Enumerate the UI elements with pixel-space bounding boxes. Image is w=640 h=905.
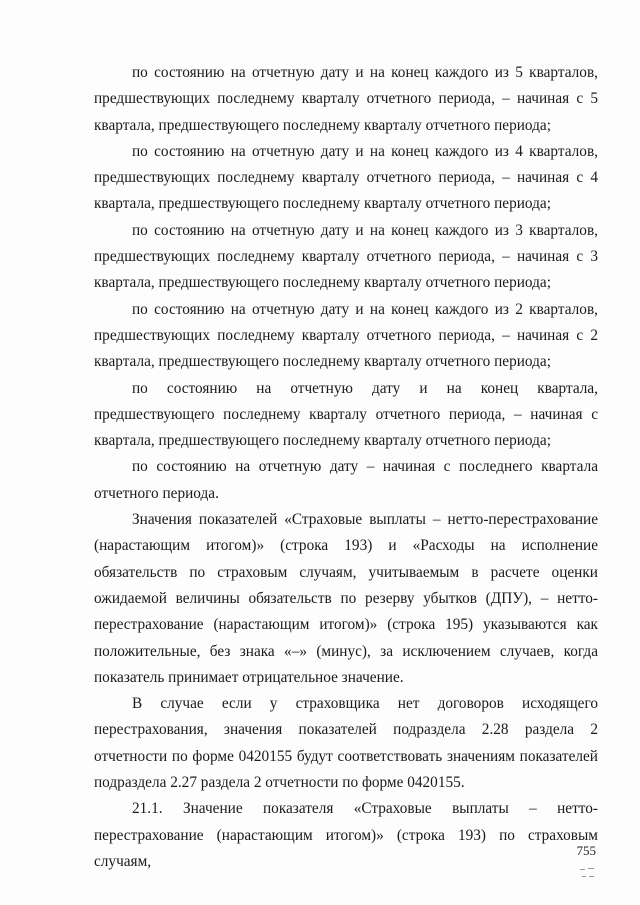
page-number: 755 xyxy=(576,843,596,858)
document-body xyxy=(94,60,598,875)
paragraph-quarter-3: по состоянию на отчетную дату и на конец каждого из 3 кварталов, предшествующих последнему кварталу отчетного периода, – начиная с 3 квартала, предшествующего последнему кварталу отчетного периода; xyxy=(94,221,598,292)
paragraph-quarter-4: по состоянию на отчетную дату и на конец каждого из 4 кварталов, предшествующих последнему кварталу отчетного периода, – начиная с 4 квартала, предшествующего последнему кварталу отчетного периода; xyxy=(94,142,598,213)
paragraph-quarter-1: по состоянию на отчетную дату и на конец квартала, предшествующего последнему кварталу отчетного периода, – начиная с квартала, предшествующего последнему кварталу отчетного периода; xyxy=(94,379,598,450)
paragraph-quarter-5: по состоянию на отчетную дату и на конец каждого из 5 кварталов, предшествующих последнему кварталу отчетного периода, – начиная с 5 квартала, предшествующего последнему кварталу отчетного периода; xyxy=(94,64,598,134)
paragraph-last-quarter: по состоянию на отчетную дату – начиная с последнего квартала отчетного периода. xyxy=(94,458,598,502)
paragraph-section-21-1: 21.1. Значение показателя «Страховые выплаты – нетто-перестрахование (нарастающим итогом)» (строка 193) по страховым случаям, xyxy=(94,800,598,870)
paragraph-quarter-2: по состоянию на отчетную дату и на конец каждого из 2 кварталов, предшествующих последнему кварталу отчетного периода, – начиная с 2 квартала, предшествующего последнему кварталу отчетного периода; xyxy=(94,300,598,371)
paragraph-indicator-values: Значения показателей «Страховые выплаты – нетто-перестрахование (нарастающим итогом)» (строка 193) и «Расходы на исполнение обязательств по страховым случаям, учитываемым в расчете оценки ожидаемой величины обязательств по резерву убытков (ДПУ), – нетто-перестрахование (нарастающим итогом)» (строка 195) указываются как положительные, без знака «–» (минус), за исключением случаев, когда показатель принимает отрицательное значение. xyxy=(94,511,598,686)
paragraph-no-reinsurance: В случае если у страховщика нет договоров исходящего перестрахования, значения показателей подраздела 2.28 раздела 2 отчетности по форме 0420155 будут соответствовать значениям показателей подраздела 2.27 раздела 2 отчетности по форме 0420155. xyxy=(94,695,598,792)
scan-artifact xyxy=(580,868,594,878)
